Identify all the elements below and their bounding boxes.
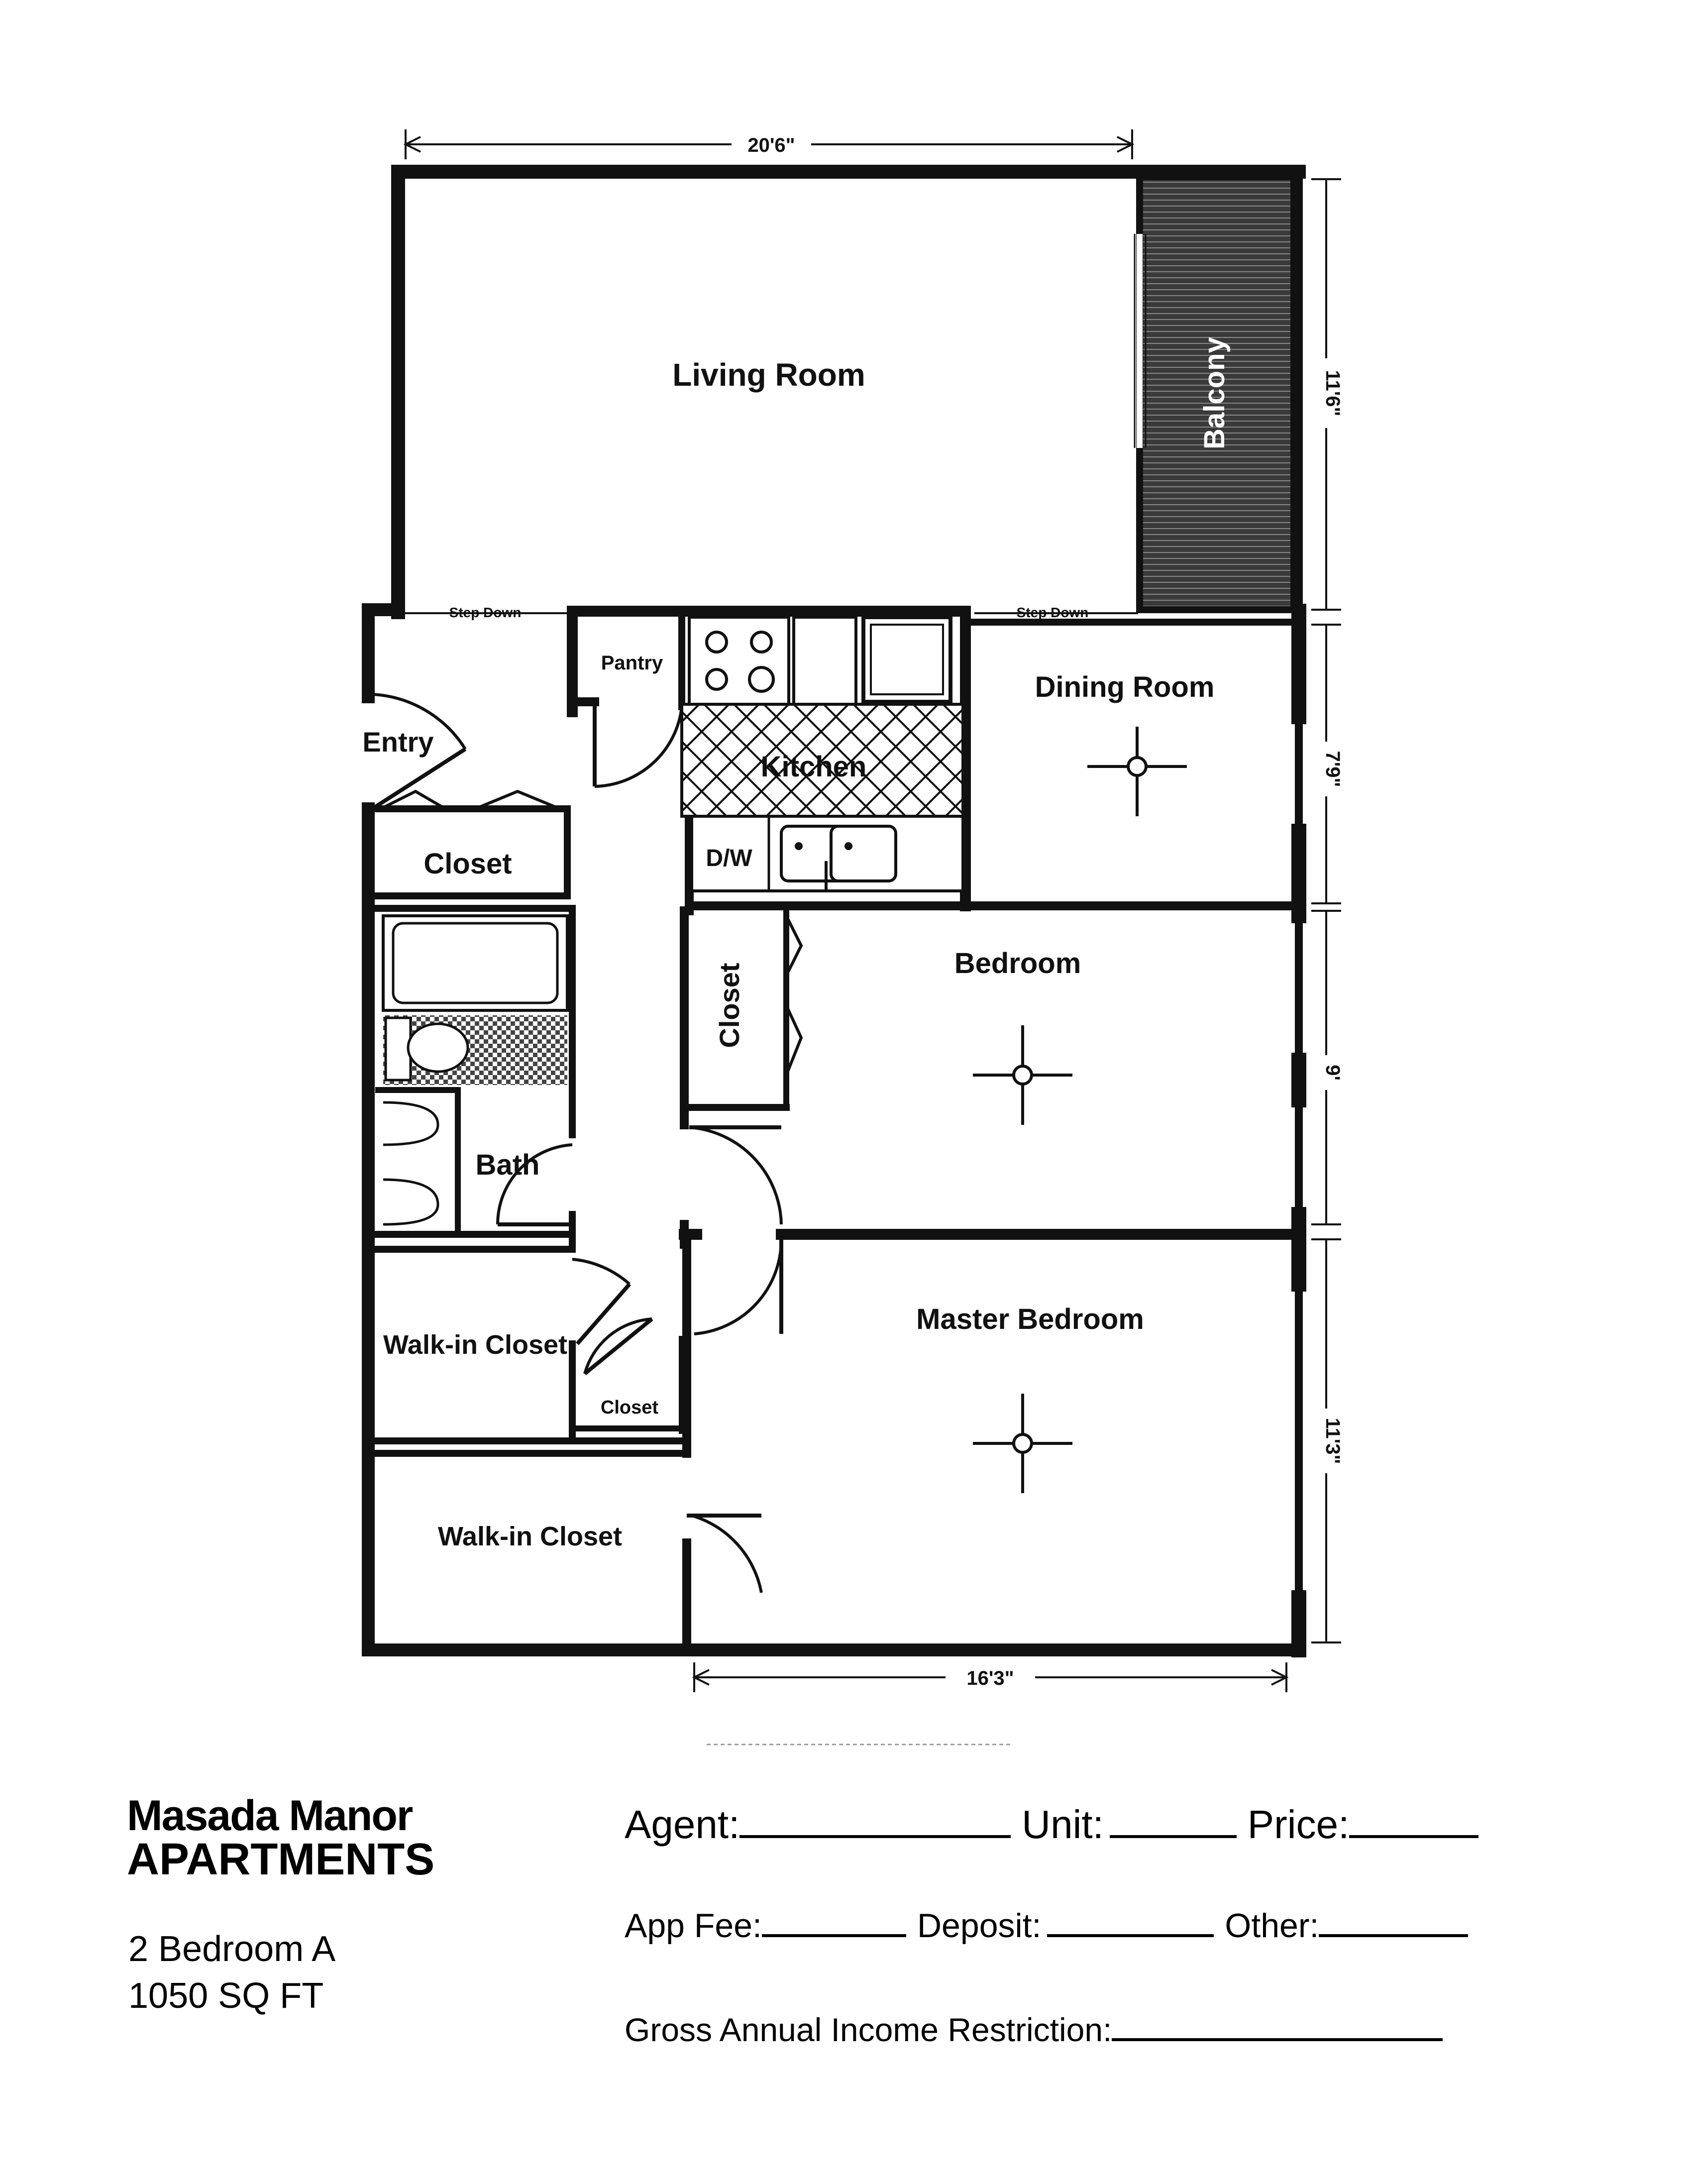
income-label: Gross Annual Income Restriction: [625, 2011, 1112, 2048]
dim-bedroom-depth: 9' [1322, 1065, 1344, 1081]
other-field[interactable] [1319, 1909, 1468, 1937]
unit-size: 1050 SQ FT [128, 1975, 324, 2016]
unit-label: Unit: [1022, 1802, 1104, 1847]
living-room-label: Living Room [672, 357, 865, 393]
entry-label: Entry [362, 726, 434, 758]
ceiling-fans [973, 727, 1187, 1493]
kitchen-label: Kitchen [760, 751, 867, 783]
unit-type: 2 Bedroom A [128, 1929, 336, 1969]
agent-label: Agent: [625, 1802, 740, 1847]
walkin-closet-1-label: Walk-in Closet [383, 1330, 568, 1360]
income-field[interactable] [1112, 2013, 1443, 2041]
price-label: Price: [1247, 1802, 1350, 1847]
dim-dining-depth: 7'9" [1322, 751, 1344, 787]
dim-top-width: 20'6" [747, 134, 795, 156]
brand-name: Masada Manor [127, 1792, 413, 1840]
other-label: Other: [1225, 1907, 1319, 1945]
master-bedroom-label: Master Bedroom [916, 1303, 1144, 1335]
bedroom-closet-label: Closet [714, 963, 745, 1048]
step-down-note-left: Step Down [449, 605, 522, 620]
form-row-1 [625, 1802, 1489, 1848]
app-fee-label: App Fee: [625, 1907, 762, 1945]
agent-field[interactable] [739, 1805, 1011, 1838]
step-down-note-right: Step Down [1016, 605, 1089, 620]
unit-field[interactable] [1110, 1805, 1237, 1838]
bath-label: Bath [475, 1149, 540, 1181]
dw-label: D/W [706, 845, 752, 872]
deposit-label: Deposit: [917, 1907, 1042, 1945]
walkin-closet-2-label: Walk-in Closet [437, 1522, 623, 1551]
form-row-3 [625, 2011, 1454, 2049]
form-row-2 [625, 1906, 1479, 1945]
brand-subtitle: APARTMENTS [127, 1835, 435, 1884]
app-fee-field[interactable] [762, 1909, 906, 1937]
dining-room-label: Dining Room [1035, 671, 1215, 703]
dim-bottom-width: 16'3" [966, 1667, 1014, 1689]
small-closet-label: Closet [600, 1397, 659, 1418]
pantry-label: Pantry [601, 652, 663, 674]
balcony-label: Balcony [1198, 337, 1231, 449]
entry-closet-label: Closet [423, 848, 512, 880]
brand-logo [127, 1794, 575, 1882]
deposit-field[interactable] [1047, 1909, 1214, 1937]
dim-master-depth: 11'3" [1322, 1418, 1344, 1464]
price-field[interactable] [1349, 1805, 1478, 1838]
bedroom-label: Bedroom [954, 947, 1081, 980]
dim-living-depth: 11'6" [1322, 370, 1344, 417]
unit-info [128, 1926, 335, 2019]
